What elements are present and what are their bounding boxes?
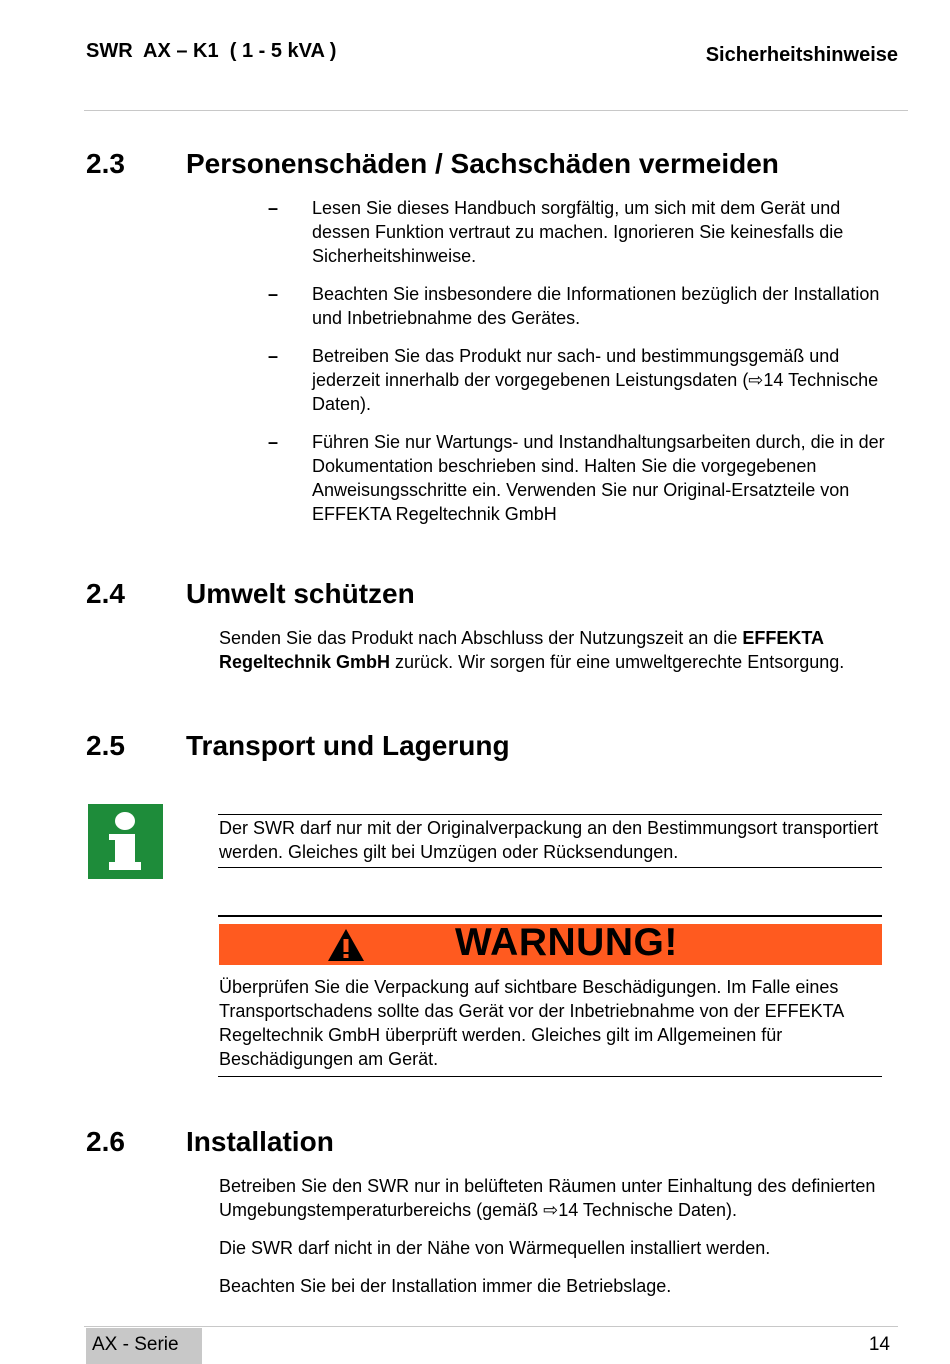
warning-bottom-rule (218, 1076, 882, 1077)
environment-text-end: zurück. Wir sorgen für eine umweltgerechte Entsorgung. (390, 652, 845, 672)
bullet-text: Führen Sie nur Wartungs- und Instandhaltungsarbeiten durch, die in der Dokumentation beschrieben sind. Halten Sie die vorgegebenen Anweisungsschritte ein. Verwenden Sie nur Original-Ersatzteile von EFFEKTA Regeltechnik GmbH (312, 432, 885, 524)
header-document-title: SWR AX – K1 ( 1 - 5 kVA ) (86, 40, 337, 62)
section-title: Umwelt schützen (186, 578, 415, 609)
bullet-dash: – (268, 346, 279, 366)
environment-paragraph (219, 626, 887, 674)
installation-paragraphs (219, 1174, 887, 1312)
bullet-text: Betreiben Sie das Produkt nur sach- und bestimmungsgemäß und jederzeit innerhalb der vorgegebenen Leistungsdaten (⇨14 Technische Daten). (312, 346, 879, 414)
paragraph: Beachten Sie bei der Installation immer die Betriebslage. (219, 1276, 672, 1296)
section-title: Personenschäden / Sachschäden vermeiden (186, 148, 779, 179)
section-title: Transport und Lagerung (186, 730, 510, 761)
company-name: EFFEKTA Regeltechnik GmbH (219, 628, 824, 672)
list-item (268, 430, 888, 526)
list-item (268, 344, 888, 416)
section-number: 2.4 (86, 578, 125, 609)
warning-triangle-icon (326, 927, 366, 963)
environment-text: Senden Sie das Produkt nach Abschluss der Nutzungszeit an die (219, 628, 743, 648)
paragraph: Die SWR darf nicht in der Nähe von Wärmequellen installiert werden. (219, 1238, 771, 1258)
bullet-text: Beachten Sie insbesondere die Informationen bezüglich der Installation und Inbetriebnahme des Gerätes. (312, 284, 880, 328)
warning-top-rule (218, 915, 882, 917)
section-number: 2.6 (86, 1126, 125, 1157)
header-chapter-title: Sicherheitshinweise (705, 44, 898, 66)
header-divider (84, 110, 908, 111)
info-note: Der SWR darf nur mit der Originalverpackung an den Bestimmungsort transportiert werden. Gleiches gilt bei Umzügen oder Rücksendungen. (219, 818, 879, 862)
page-number: 14 (868, 1334, 890, 1355)
safety-bullet-list (268, 196, 888, 540)
section-number: 2.5 (86, 730, 125, 761)
info-note-top-rule (218, 814, 882, 815)
list-item (268, 282, 888, 330)
section-title: Installation (186, 1126, 334, 1157)
list-item (268, 196, 888, 268)
section-number: 2.3 (86, 148, 125, 179)
bullet-text: Lesen Sie dieses Handbuch sorgfältig, um sich mit dem Gerät und dessen Funktion vertraut zu machen. Ignorieren Sie keinesfalls die Sicherheitshinweise. (312, 198, 844, 266)
warning-banner (219, 921, 882, 965)
info-icon (88, 804, 163, 879)
bullet-dash: – (268, 198, 279, 218)
bullet-dash: – (268, 432, 279, 452)
warning-label: WARNUNG! (455, 921, 678, 964)
paragraph: Betreiben Sie den SWR nur in belüfteten Räumen unter Einhaltung des definierten Umgebungstemperaturbereichs (gemäß ⇨14 Technische Daten). (219, 1176, 876, 1220)
footer-series: AX - Serie (86, 1328, 202, 1364)
bullet-dash: – (268, 284, 279, 304)
warning-text: Überprüfen Sie die Verpackung auf sichtbare Beschädigungen. Im Falle eines Transportschadens sollte das Gerät vor der Inbetriebnahme von der EFFEKTA Regeltechnik GmbH überprüft werden. Gleiches gilt im Allgemeinen für Beschädigungen am Gerät. (219, 977, 844, 1069)
footer-divider (84, 1326, 898, 1327)
info-note-bottom-rule (218, 867, 882, 868)
